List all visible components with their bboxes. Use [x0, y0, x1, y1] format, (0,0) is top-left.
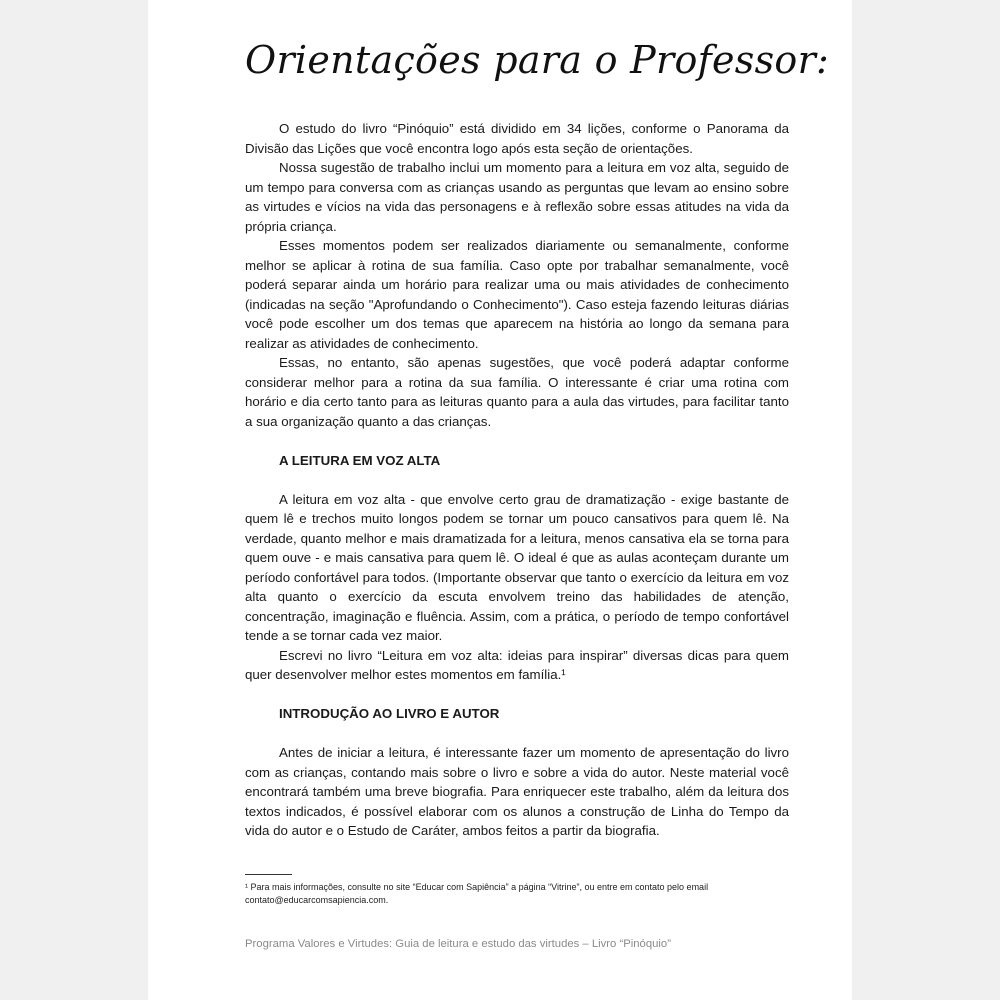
spacer [245, 431, 789, 451]
spacer [245, 685, 789, 705]
footnote: ¹ Para mais informações, consulte no site “Educar com Sapiência” a página “Vitrine”, ou entre em contato pelo email contato@educarcomsapiencia.com. [245, 882, 709, 905]
paragraph: Nossa sugestão de trabalho inclui um momento para a leitura em voz alta, seguido de um tempo para conversa com as crianças usando as perguntas que levam ao ensino sobre as virtudes e vícios na vida das personagens e à reflexão sobre essas atitudes na vida da própria criança. [245, 160, 789, 234]
paragraph: Esses momentos podem ser realizados diariamente ou semanalmente, conforme melhor se aplicar à rotina de sua família. Caso opte por trabalhar semanalmente, você poderá separar ainda um horário para realizar uma ou mais atividades de conhecimento (indicadas na seção "Aprofundando o Conhecimento"). Caso esteja fazendo leituras diárias você pode escolher um dos temas que aparecem na história ao longo da semana para realizar as atividades de conhecimento. [245, 238, 789, 351]
spacer [245, 724, 789, 744]
paragraph: Essas, no entanto, são apenas sugestões, que você poderá adaptar conforme considerar melhor para a rotina da sua família. O interessante é criar uma rotina com horário e dia certo tanto para as leituras quanto para a aula das virtudes, para facilitar tanto a sua organização quanto a das crianças. [245, 355, 789, 429]
section-heading-introducao: INTRODUÇÃO AO LIVRO E AUTOR [279, 706, 500, 721]
page-title: Orientações para o Professor: [245, 38, 830, 82]
paragraph: Escrevi no livro “Leitura em voz alta: ideias para inspirar” diversas dicas para quem quer desenvolver melhor estes momentos em família.¹ [245, 647, 789, 682]
body-text [245, 119, 789, 841]
paragraph: O estudo do livro “Pinóquio” está dividido em 34 lições, conforme o Panorama da Divisão das Lições que você encontra logo após esta seção de orientações. [245, 121, 789, 156]
paragraph: Antes de iniciar a leitura, é interessante fazer um momento de apresentação do livro com as crianças, contando mais sobre o livro e sobre a vida do autor. Neste material você encontrará também uma breve biografia. Para enriquecer este trabalho, além da leitura dos textos indicados, é possível elaborar com os alunos a construção de Linha do Tempo da vida do autor e o Estudo de Caráter, ambos feitos a partir da biografia. [245, 745, 789, 838]
section-heading-leitura: A LEITURA EM VOZ ALTA [279, 452, 441, 468]
spacer [245, 470, 789, 490]
page-footer: Programa Valores e Virtudes: Guia de leitura e estudo das virtudes – Livro “Pinóquio” [245, 938, 671, 950]
footnote-divider [245, 874, 292, 875]
document-page [148, 0, 852, 1000]
paragraph: A leitura em voz alta - que envolve certo grau de dramatização - exige bastante de quem lê e trechos muito longos podem se tornar um pouco cansativos para quem lê. Na verdade, quanto melhor e mais dramatizada for a leitura, menos cansativa ela se torna para quem ouve - e mais cansativa para quem lê. O ideal é que as aulas aconteçam durante um período confortável para todos. (Importante observar que tanto o exercício da leitura em voz alta quanto o exercício da escuta envolvem treino das habilidades de atenção, concentração, imaginação e fluência. Assim, com a prática, o período de tempo confortável tende a se tornar cada vez maior. [245, 491, 789, 643]
